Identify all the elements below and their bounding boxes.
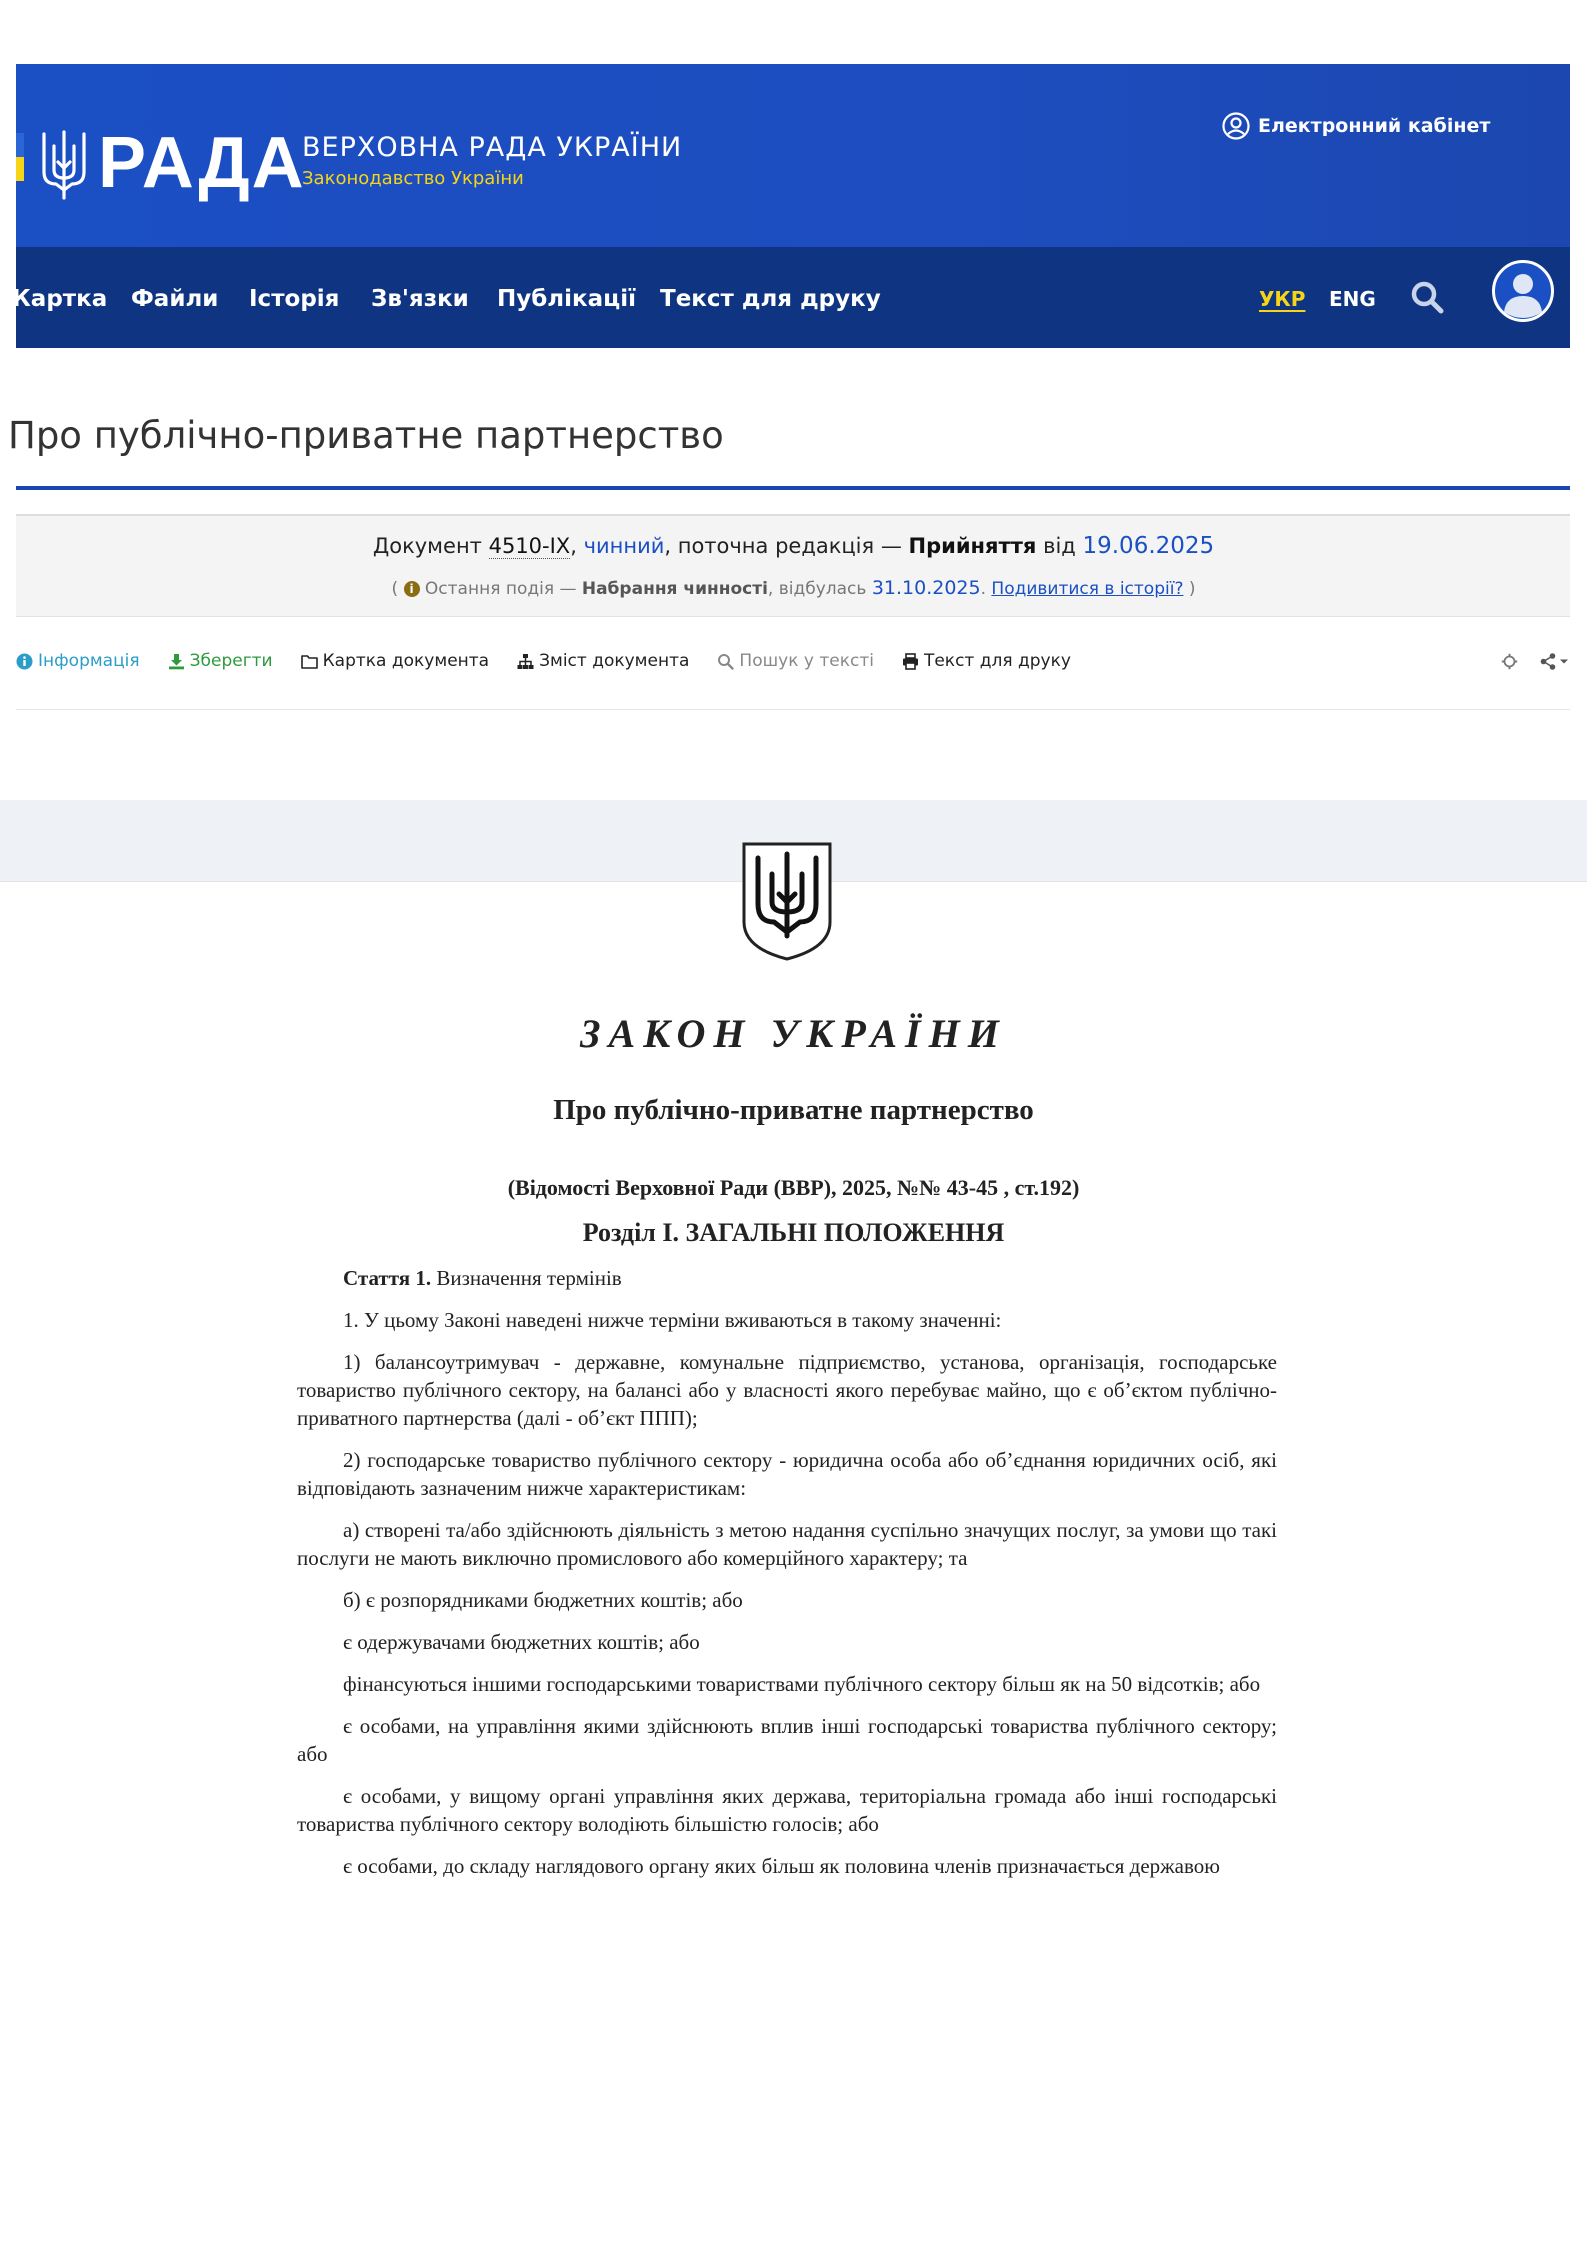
nav-item-files[interactable]: Файли bbox=[131, 286, 219, 312]
download-icon bbox=[168, 653, 185, 670]
page-title: Про публічно-приватне партнерство bbox=[8, 414, 724, 457]
law-paragraph: 2) господарське товариство публічного сектору - юридична особа або об’єднання юридичних осіб, які відповідають зазначеним нижче характеристикам: bbox=[297, 1448, 1277, 1500]
info-circle-icon: i bbox=[404, 581, 420, 597]
lang-eng[interactable]: ENG bbox=[1329, 287, 1376, 311]
nav-item-publications[interactable]: Публікації bbox=[497, 286, 636, 312]
sitemap-icon bbox=[517, 653, 534, 670]
flag-blue-stripe bbox=[16, 133, 24, 157]
info-label: Інформація bbox=[38, 651, 140, 671]
document-card-button[interactable] bbox=[301, 651, 489, 671]
electronic-cabinet-link[interactable] bbox=[1222, 110, 1490, 142]
card-label: Картка документа bbox=[322, 651, 490, 671]
event-name: Прийняття bbox=[908, 534, 1037, 558]
search-icon[interactable] bbox=[1410, 280, 1444, 314]
search-label: Пошук у тексті bbox=[739, 651, 874, 671]
org-subtitle[interactable]: Законодавство України bbox=[302, 168, 524, 189]
folder-icon bbox=[301, 653, 318, 670]
user-circle-icon bbox=[1222, 112, 1250, 140]
org-name[interactable]: ВЕРХОВНА РАДА УКРАЇНИ bbox=[302, 132, 683, 163]
from-text: від bbox=[1043, 534, 1076, 558]
info-icon bbox=[16, 653, 33, 670]
edition-text: , поточна редакція — bbox=[664, 534, 902, 558]
title-divider bbox=[16, 486, 1570, 490]
toolbar-divider bbox=[16, 709, 1570, 710]
last-event-date: 31.10.2025 bbox=[871, 577, 981, 599]
user-avatar-icon[interactable] bbox=[1492, 260, 1554, 322]
close-paren: ) bbox=[1183, 579, 1196, 599]
law-source: (Відомості Верховної Ради (ВВР), 2025, №№ 43-45 , ст.192) bbox=[507, 1175, 1080, 1200]
nav-item-links[interactable]: Зв'язки bbox=[371, 286, 469, 312]
trident-logo-icon[interactable] bbox=[40, 128, 88, 200]
print-label: Текст для друку bbox=[923, 651, 1071, 671]
law-paragraph: є одержувачами бюджетних коштів; або bbox=[343, 1630, 700, 1654]
article-heading bbox=[297, 1264, 1277, 1292]
flag-yellow-stripe bbox=[16, 157, 24, 181]
dot: . bbox=[980, 579, 992, 599]
save-label: Зберегти bbox=[189, 651, 273, 671]
law-title: Про публічно-приватне партнерство bbox=[553, 1094, 1034, 1126]
print-button[interactable] bbox=[902, 651, 1071, 671]
article-title: Визначення термінів bbox=[436, 1266, 622, 1290]
law-paragraph: 1. У цьому Законі наведені нижче терміни вживаються в такому значенні: bbox=[343, 1308, 1002, 1332]
document-toolbar bbox=[16, 642, 1570, 680]
toolbar-right bbox=[1501, 642, 1570, 680]
status-prefix: Документ bbox=[372, 534, 482, 558]
section-title: Розділ I. ЗАГАЛЬНІ ПОЛОЖЕННЯ bbox=[582, 1218, 1005, 1247]
law-kind: ЗАКОН УКРАЇНИ bbox=[580, 1011, 1007, 1056]
contents-button[interactable] bbox=[517, 651, 689, 671]
law-paragraph: фінансуються іншими господарськими товариствами публічного сектору більш як на 50 відсотків; або bbox=[343, 1672, 1261, 1696]
coat-of-arms-icon bbox=[740, 840, 834, 962]
law-paragraph: 1) балансоутримувач - державне, комунальне підприємство, установа, організація, господарське товариство публічного сектору, на балансі або у власності якого перебуває майно, що є об’єктом публічно-приватного партнерства (далі - об’єкт ППП); bbox=[297, 1350, 1277, 1430]
adoption-date[interactable]: 19.06.2025 bbox=[1082, 533, 1215, 559]
save-button[interactable] bbox=[168, 651, 273, 671]
nav-item-print-text[interactable]: Текст для друку bbox=[660, 286, 881, 312]
open-paren: ( bbox=[391, 579, 404, 599]
nav-item-card[interactable]: Картка bbox=[12, 286, 108, 312]
document-state[interactable]: чинний bbox=[583, 534, 665, 558]
happened-text: , відбулась bbox=[767, 579, 867, 599]
document-status-line bbox=[0, 530, 1587, 562]
share-icon[interactable] bbox=[1540, 653, 1570, 670]
document-number[interactable]: 4510-IX bbox=[488, 534, 571, 558]
nav-scroll-clip bbox=[12, 247, 108, 348]
cabinet-label: Електронний кабінет bbox=[1258, 115, 1491, 137]
magnifier-icon bbox=[717, 653, 734, 670]
lang-ukr[interactable]: УКР bbox=[1259, 287, 1306, 311]
last-event-line bbox=[0, 576, 1587, 601]
law-paragraph: є особами, на управління якими здійснюють вплив інші господарські товариства публічного сектору; або bbox=[297, 1714, 1277, 1766]
law-paragraph: є особами, у вищому органі управління яких держава, територіальна громада або інші господарські товариства публічного сектору володіють більшістю голосів; або bbox=[297, 1784, 1277, 1836]
printer-icon bbox=[902, 653, 919, 670]
law-paragraph: б) є розпорядниками бюджетних коштів; або bbox=[343, 1588, 743, 1612]
last-event-label: Остання подія — bbox=[424, 579, 577, 599]
logo-wordmark[interactable]: РАДА bbox=[98, 123, 306, 203]
history-link[interactable]: Подивитися в історії? bbox=[991, 579, 1184, 599]
law-paragraph: а) створені та/або здійснюють діяльність з метою надання суспільно значущих послуг, за умови що такі послуги не мають виключно промислового або комерційного характеру; та bbox=[297, 1518, 1277, 1570]
settings-icon[interactable] bbox=[1501, 653, 1518, 670]
info-tab[interactable] bbox=[16, 651, 140, 671]
last-event-name: Набрання чинності bbox=[581, 579, 768, 599]
nav-item-history[interactable]: Історія bbox=[249, 286, 340, 312]
article-label: Стаття 1. bbox=[343, 1266, 432, 1290]
text-search-button[interactable] bbox=[717, 651, 874, 671]
law-paragraph: є особами, до складу наглядового органу яких більш як половина членів призначається державою bbox=[343, 1854, 1220, 1878]
comma: , bbox=[570, 534, 584, 558]
contents-label: Зміст документа bbox=[539, 651, 690, 671]
law-body bbox=[297, 1264, 1277, 1891]
